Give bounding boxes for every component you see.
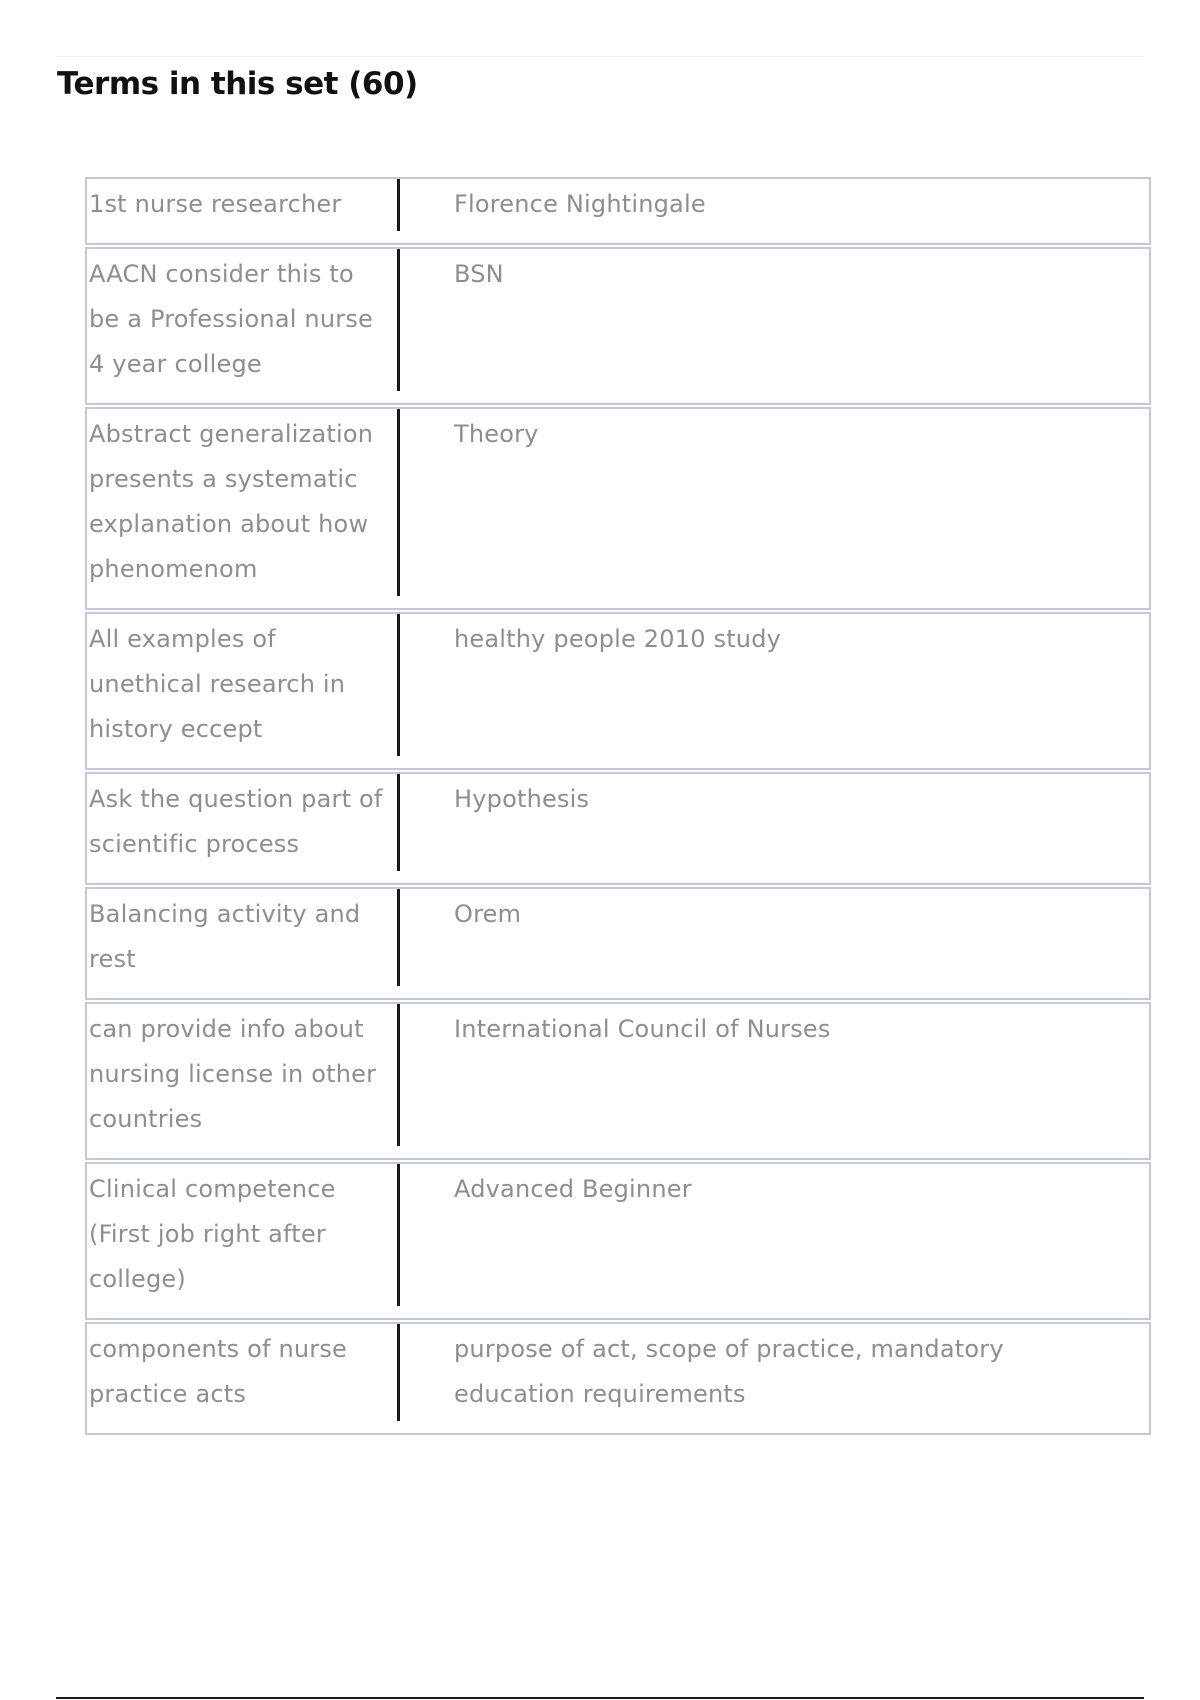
term-column [87,1324,400,1421]
definition-column [400,774,1149,883]
page-title: Terms in this set (60) [57,66,418,102]
term-column [87,1164,400,1306]
term-card[interactable] [85,247,1151,405]
definition-column [400,614,1149,768]
definition-text: Hypothesis [454,785,590,813]
term-text: Abstract generalization presents a systematic explanation about how phenomenom [89,420,374,583]
term-column [87,614,400,756]
term-text: AACN consider this to be a Professional nurse 4 year college [89,260,373,378]
definition-column [400,179,1149,243]
definition-text: Orem [454,900,522,928]
bottom-divider [56,1697,1144,1699]
definition-text: Advanced Beginner [454,1175,692,1203]
term-column [87,249,400,391]
terms-list [85,177,1151,1437]
definition-text: International Council of Nurses [454,1015,831,1043]
term-text: Balancing activity and rest [89,900,361,973]
definition-column [400,1324,1149,1433]
definition-text: purpose of act, scope of practice, mandatory education requirements [454,1335,1004,1408]
definition-column [400,1004,1149,1158]
term-card[interactable] [85,1322,1151,1435]
term-text: All examples of unethical research in history eccept [89,625,346,743]
term-column [87,1004,400,1146]
term-text: Ask the question part of scientific process [89,785,383,858]
term-card[interactable] [85,1162,1151,1320]
definition-text: healthy people 2010 study [454,625,782,653]
definition-column [400,889,1149,998]
term-column [87,889,400,986]
term-text: 1st nurse researcher [89,190,342,218]
term-card[interactable] [85,407,1151,610]
definition-column [400,249,1149,403]
term-text: components of nurse practice acts [89,1335,348,1408]
term-card[interactable] [85,1002,1151,1160]
term-column [87,409,400,596]
term-column [87,179,400,231]
definition-text: Florence Nightingale [454,190,706,218]
definition-text: Theory [454,420,539,448]
term-card[interactable] [85,772,1151,885]
top-divider [56,56,1144,57]
term-card[interactable] [85,887,1151,1000]
definition-column [400,409,1149,608]
term-card[interactable] [85,612,1151,770]
definition-text: BSN [454,260,504,288]
definition-column [400,1164,1149,1318]
term-card[interactable] [85,177,1151,245]
term-text: can provide info about nursing license in other countries [89,1015,377,1133]
term-column [87,774,400,871]
term-text: Clinical competence (First job right after college) [89,1175,336,1293]
